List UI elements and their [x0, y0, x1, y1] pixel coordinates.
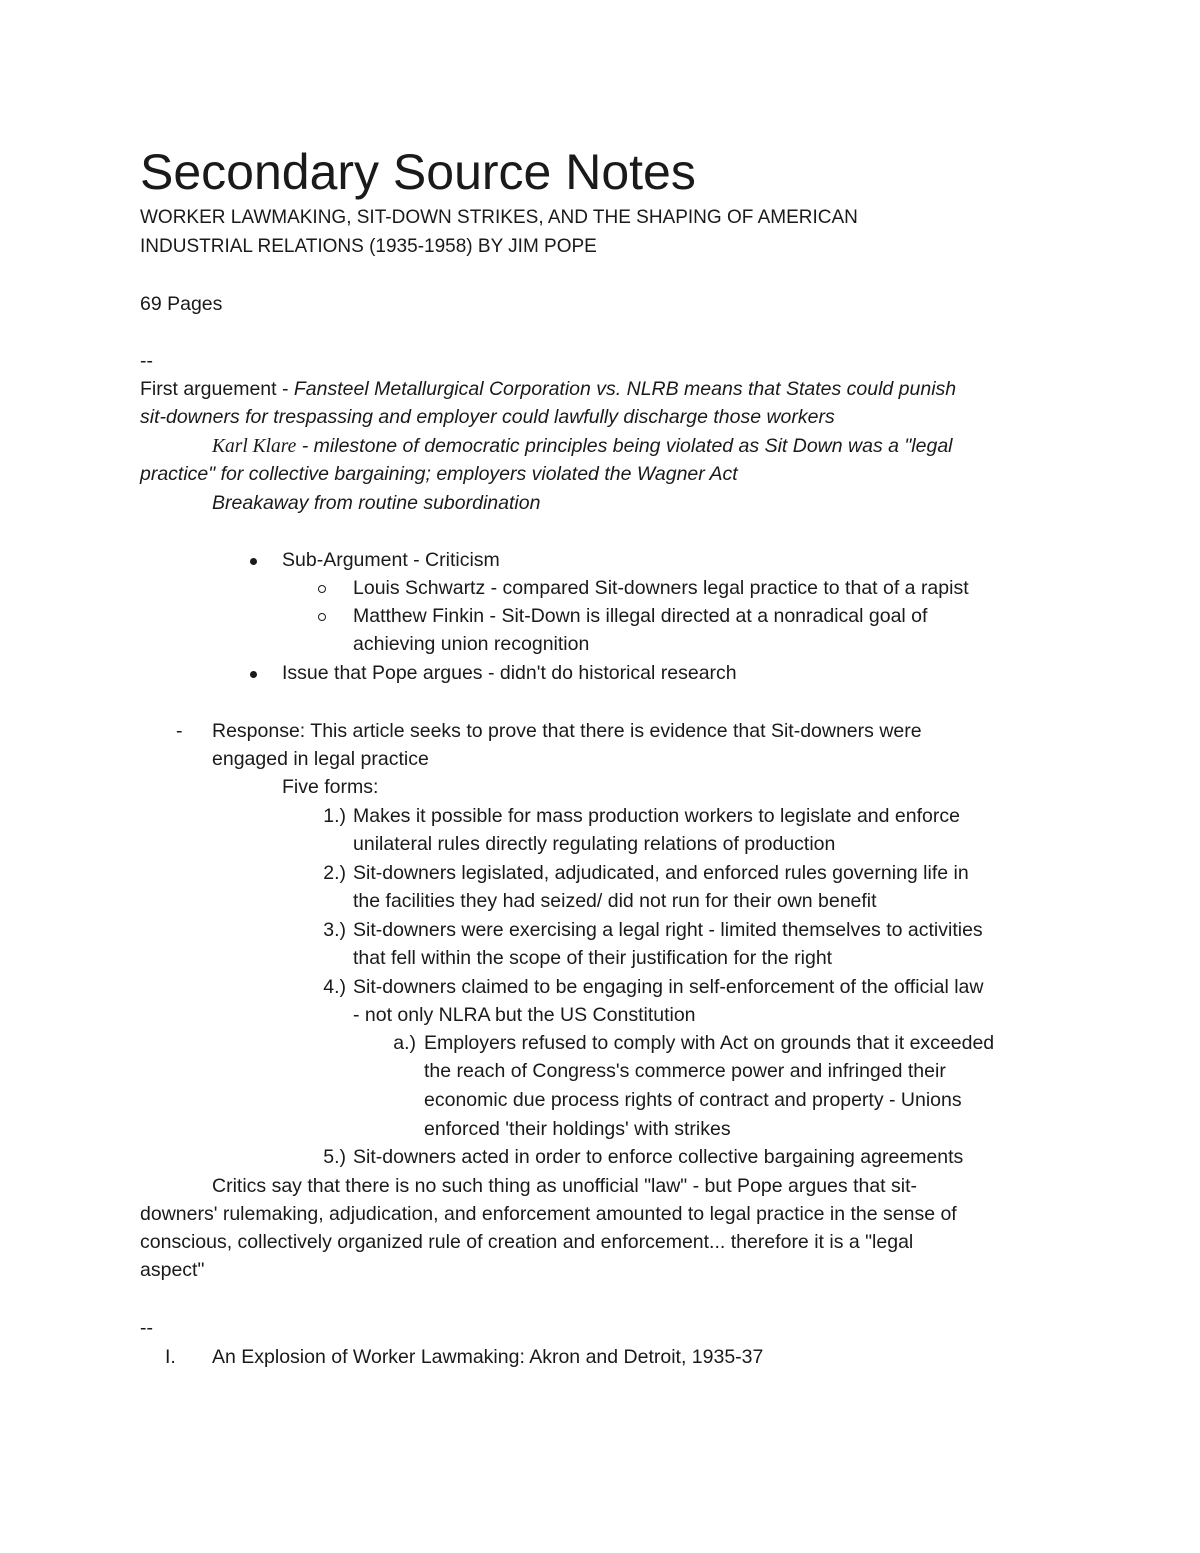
form-3-line-1: Sit-downers were exercising a legal right - limited themselves to activities: [353, 919, 983, 941]
first-argument-label: First arguement -: [140, 378, 294, 400]
first-argument-line-2: sit-downers for trespassing and employer could lawfully discharge those workers: [140, 406, 835, 428]
form-3-line-2: that fell within the scope of their justification for the right: [353, 947, 833, 969]
critics-line-4: aspect": [140, 1259, 205, 1281]
first-argument-line-1: [140, 375, 956, 403]
sub-form-a-line-3: economic due process rights of contract and property - Unions: [424, 1089, 962, 1111]
schwartz-item: Louis Schwartz - compared Sit-downers legal practice to that of a rapist: [353, 577, 969, 599]
citation-line-1: WORKER LAWMAKING, SIT-DOWN STRIKES, AND THE SHAPING OF AMERICAN: [140, 207, 858, 228]
sub-form-a-line-2: the reach of Congress's commerce power and infringed their: [424, 1060, 946, 1082]
bullet-icon: [250, 558, 257, 565]
page-title: Secondary Source Notes: [140, 144, 696, 200]
form-4-line-1: Sit-downers claimed to be engaging in self-enforcement of the official law: [353, 976, 984, 998]
bullet-icon: [250, 671, 257, 678]
form-number: 2.): [323, 862, 346, 884]
critics-line-1: Critics say that there is no such thing as unofficial "law" - but Pope argues that sit-: [212, 1175, 917, 1197]
form-number: 3.): [323, 919, 346, 941]
form-number: 5.): [323, 1146, 346, 1168]
form-1-line-2: unilateral rules directly regulating relations of production: [353, 833, 836, 855]
divider-1: --: [140, 350, 153, 372]
circle-bullet-icon: [318, 585, 326, 593]
sub-form-a-line-4: enforced 'their holdings' with strikes: [424, 1118, 731, 1140]
klare-line-2: practice" for collective bargaining; employers violated the Wagner Act: [140, 463, 738, 485]
klare-line-1: [212, 432, 953, 461]
form-2-line-2: the facilities they had seized/ did not run for their own benefit: [353, 890, 877, 912]
critics-line-2: downers' rulemaking, adjudication, and enforcement amounted to legal practice in the sense of: [140, 1203, 957, 1225]
form-5-line-1: Sit-downers acted in order to enforce collective bargaining agreements: [353, 1146, 964, 1168]
source-citation: [140, 203, 858, 261]
finkin-item-line-2: achieving union recognition: [353, 633, 590, 655]
klare-text: - milestone of democratic principles being violated as Sit Down was a "legal: [296, 435, 953, 457]
divider-2: --: [140, 1317, 153, 1339]
circle-bullet-icon: [318, 613, 326, 621]
breakaway-line: Breakaway from routine subordination: [212, 492, 541, 514]
response-line-2: engaged in legal practice: [212, 748, 429, 770]
form-number: 1.): [323, 805, 346, 827]
form-number: 4.): [323, 976, 346, 998]
dash-marker: -: [176, 720, 183, 742]
section-heading: An Explosion of Worker Lawmaking: Akron and Detroit, 1935-37: [212, 1346, 764, 1368]
issue-item: Issue that Pope argues - didn't do historical research: [282, 662, 737, 684]
critics-line-3: conscious, collectively organized rule of creation and enforcement... therefore it is a "legal: [140, 1231, 914, 1253]
section-number: I.: [165, 1346, 176, 1368]
sub-form-number: a.): [393, 1032, 416, 1054]
response-line-1: Response: This article seeks to prove that there is evidence that Sit-downers were: [212, 720, 922, 742]
sub-argument-item: Sub-Argument - Criticism: [282, 549, 500, 571]
form-4-line-2: - not only NLRA but the US Constitution: [353, 1004, 696, 1026]
klare-name: Karl Klare: [212, 436, 297, 457]
first-argument-text: Fansteel Metallurgical Corporation vs. NLRB means that States could punish: [293, 378, 957, 400]
form-2-line-1: Sit-downers legislated, adjudicated, and enforced rules governing life in: [353, 862, 969, 884]
five-forms-label: Five forms:: [282, 776, 379, 798]
page-count: 69 Pages: [140, 293, 223, 315]
form-1-line-1: Makes it possible for mass production workers to legislate and enforce: [353, 805, 960, 827]
citation-line-2: INDUSTRIAL RELATIONS (1935-1958) BY JIM POPE: [140, 236, 597, 257]
sub-form-a-line-1: Employers refused to comply with Act on grounds that it exceeded: [424, 1032, 995, 1054]
finkin-item-line-1: Matthew Finkin - Sit-Down is illegal directed at a nonradical goal of: [353, 605, 928, 627]
